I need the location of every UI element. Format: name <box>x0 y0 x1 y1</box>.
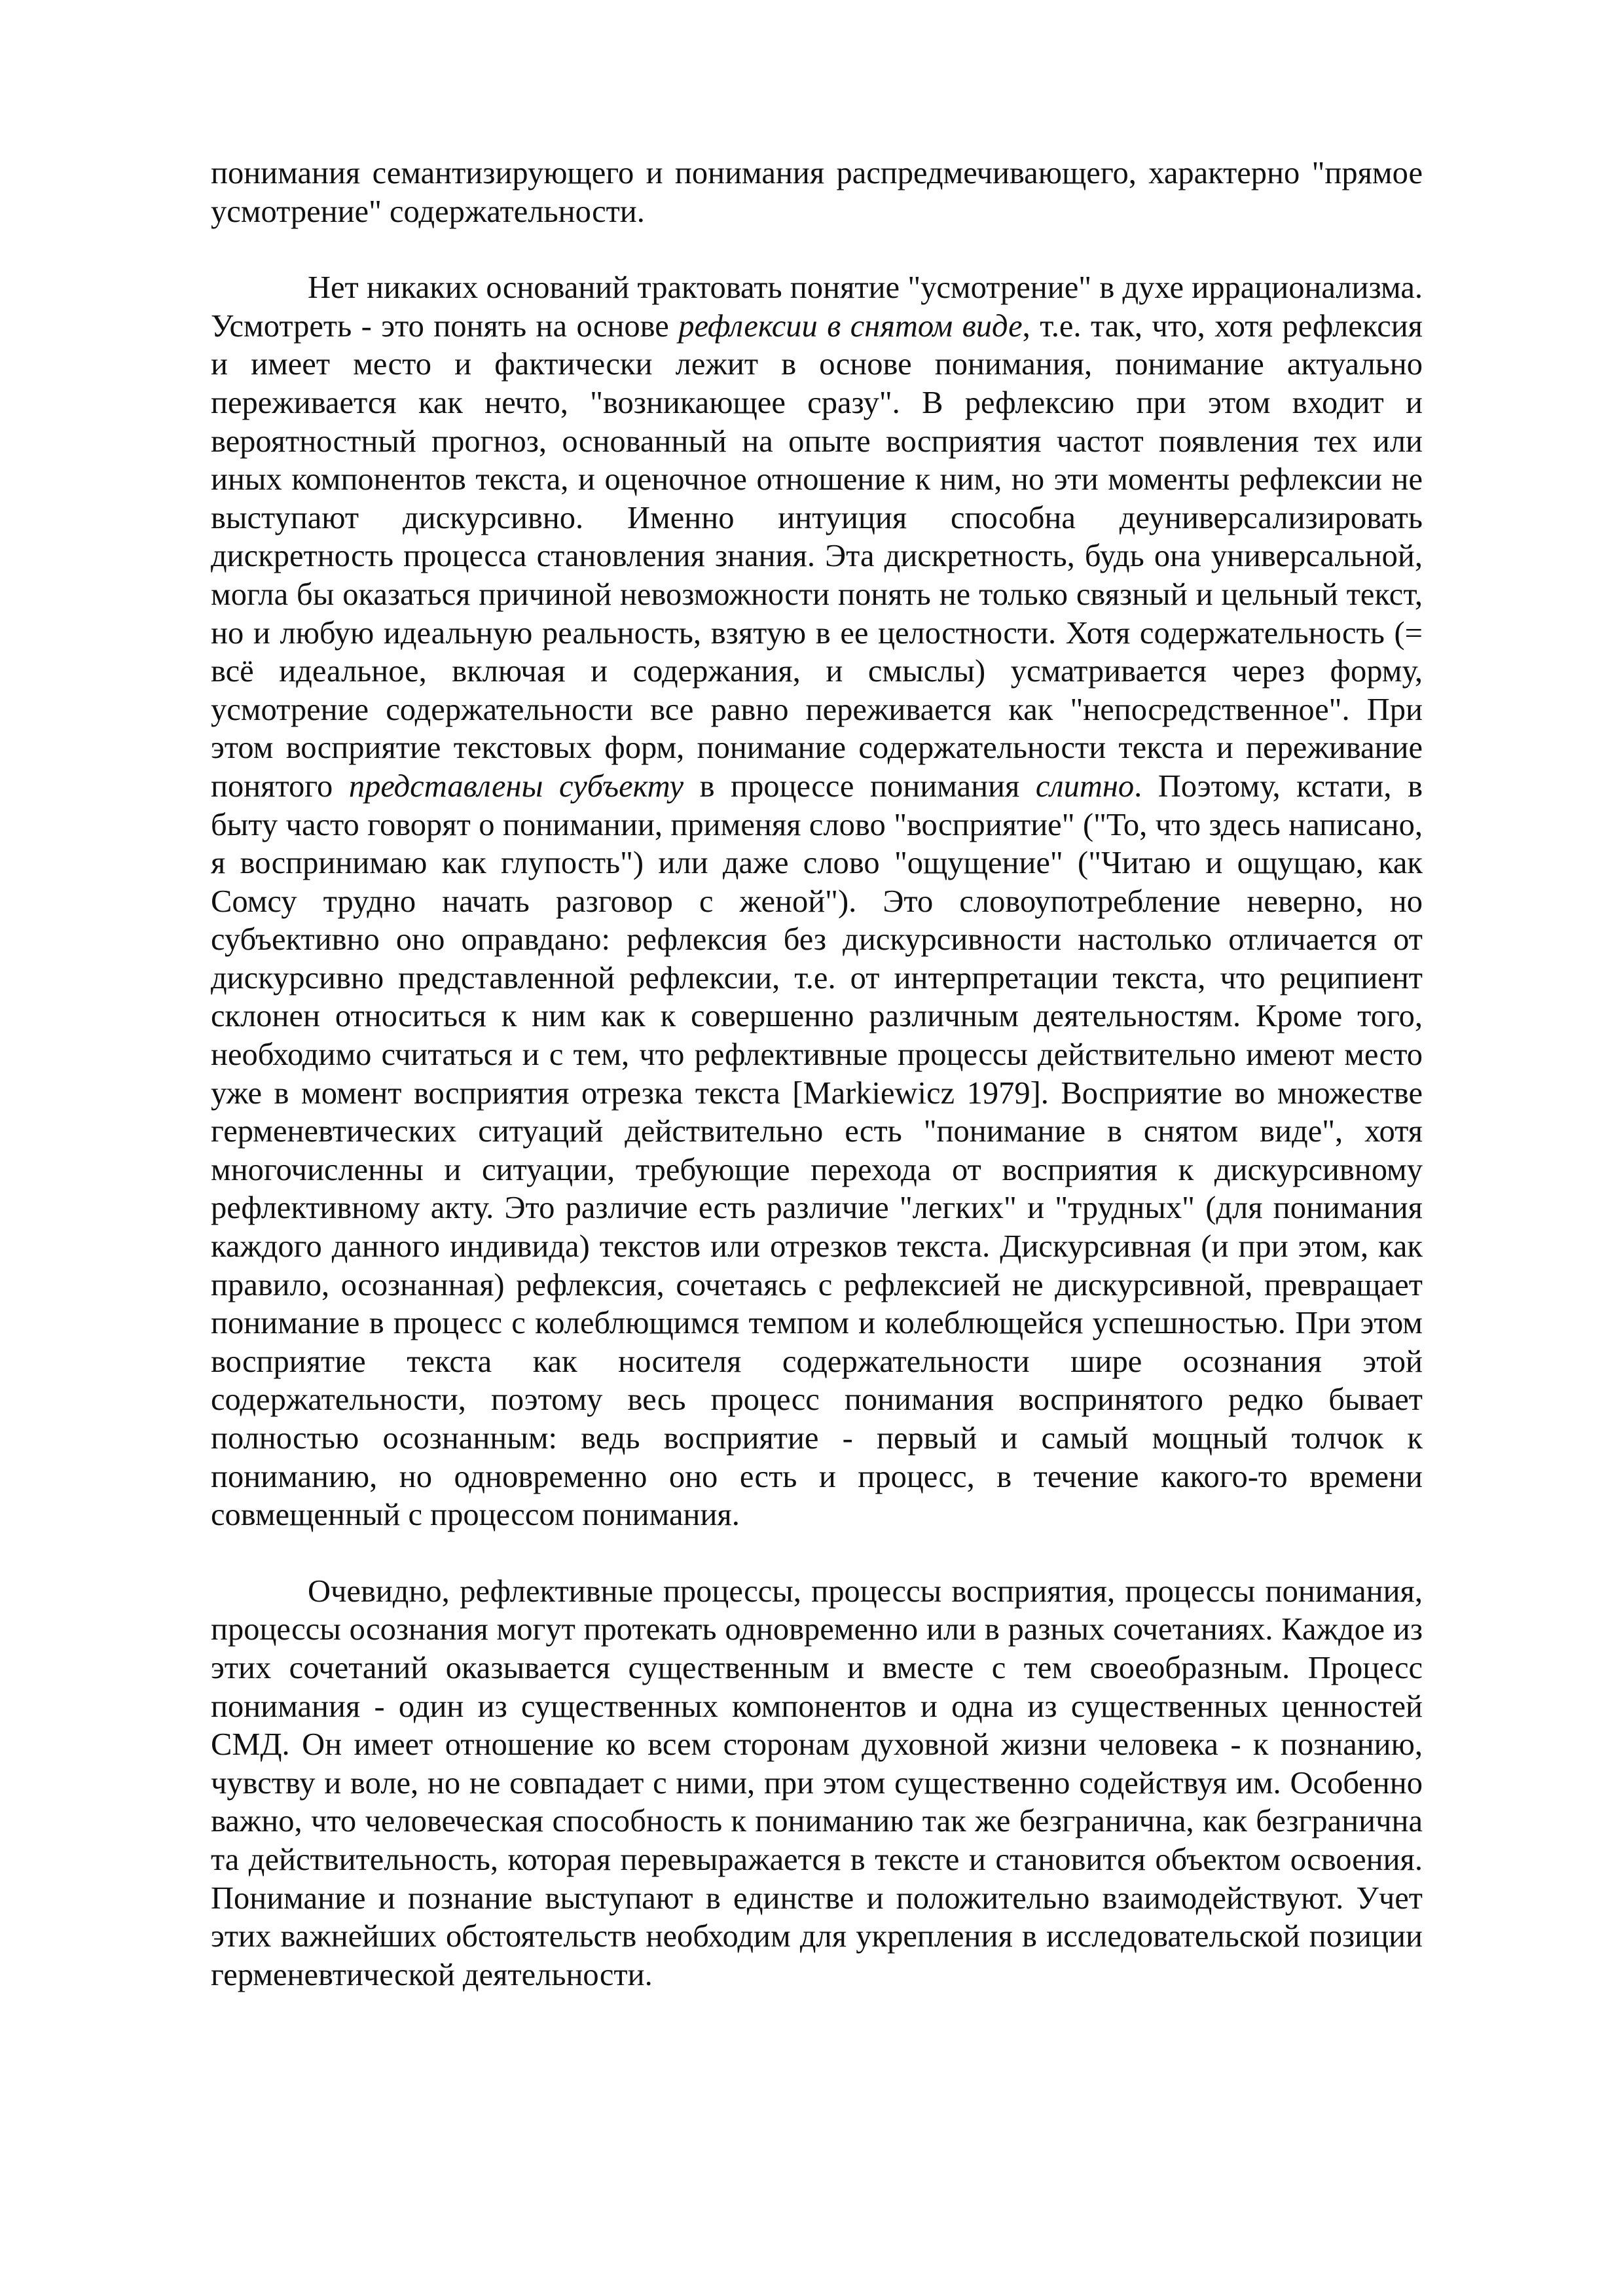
paragraph-2-text-b: , т.е. так, что, хотя рефлексия и имеет место и фактически лежит в основе понимания, понимание актуально переживается как нечто, "возникающее сразу". В рефлексию при этом входит и вероятностный прогноз, основанный на опыте восприятия частот появления тех или иных компонентов текста, и оценочное отношение к ним, но эти моменты рефлексии не выступают дискурсивно. Именно интуиция способна деуниверсализировать дискретность процесса становления знания. Эта дискретность, будь она универсальной, могла бы оказаться причиной невозможности понять не только связный и цельный текст, но и любую идеальную реальность, взятую в ее целостности. Хотя содержательность (= всё идеальное, включая и содержания, и смыслы) усматривается через форму, усмотрение содержательности все равно переживается как "непосредственное". При этом восприятие текстовых форм, понимание содержательности текста и переживание понятого <box>211 308 1423 804</box>
italic-term-fused: слитно <box>1035 768 1135 804</box>
paragraph-2 <box>211 269 1423 1535</box>
italic-term-presented-to-subject: представлены субъекту <box>348 768 684 804</box>
paragraph-2-text-d: . Поэтому, кстати, в быту часто говорят о понимании, применяя слово "восприятие" ("То, что здесь написано, я воспринимаю как глупость") или даже слово "ощущение" ("Читаю и ощущаю, как Сомсу трудно начать разговор с женой"). Это словоупотребление неверно, но субъективно оно оправдано: рефлексия без дискурсивности настолько отличается от дискурсивно представленной рефлексии, т.е. от интерпретации текста, что реципиент склонен относиться к ним как к совершенно различным деятельностям. Кроме того, необходимо считаться и с тем, что рефлективные процессы действительно имеют место уже в момент восприятия отрезка текста [Markiewicz 1979]. Восприятие во множестве герменевтических ситуаций действительно есть "понимание в снятом виде", хотя многочисленны и ситуации, требующие перехода от восприятия к дискурсивному рефлективному акту. Это различие есть различие "легких" и "трудных" (для понимания каждого данного индивида) текстов или отрезков текста. Дискурсивная (и при этом, как правило, осознанная) рефлексия, сочетаясь с рефлексией не дискурсивной, превращает понимание в процесс с колеблющимся темпом и колеблющейся успешностью. При этом восприятие текста как носителя содержательности шире осознания этой содержательности, поэтому весь процесс понимания воспринятого редко бывает полностью осознанным: ведь восприятие - первый и самый мощный толчок к пониманию, но одновременно оно есть и процесс, в течение какого-то времени совмещенный с процессом понимания. <box>211 768 1423 1533</box>
paragraph-2-text-a: Нет никаких оснований трактовать понятие "усмотрение" в духе иррационализма. Усмотреть - это понять на основе <box>211 270 1423 344</box>
italic-term-reflection-removed: рефлексии в снятом виде <box>678 308 1023 344</box>
paragraph-1-text: понимания семантизирующего и понимания распредмечивающего, характерно "прямое усмотрение" содержательности. <box>211 156 1423 229</box>
document-page <box>211 154 1423 1994</box>
paragraph-3-text: Очевидно, рефлективные процессы, процессы восприятия, процессы понимания, процессы осознания могут протекать одновременно или в разных сочетаниях. Каждое из этих сочетаний оказывается существенным и вместе с тем своеобразным. Процесс понимания - один из существенных компонентов и одна из существенных ценностей СМД. Он имеет отношение ко всем сторонам духовной жизни человека - к познанию, чувству и воле, но не совпадает с ними, при этом существенно содействуя им. Особенно важно, что человеческая способность к пониманию так же безгранична, как безгранична та действительность, которая перевыражается в тексте и становится объектом освоения. Понимание и познание выступают в единстве и положительно взаимодействуют. Учет этих важнейших обстоятельств необходим для укрепления в исследовательской позиции герменевтической деятельности. <box>211 1573 1423 1992</box>
paragraph-1 <box>211 154 1423 231</box>
paragraph-3 <box>211 1573 1423 1995</box>
paragraph-2-text-c: в процессе понимания <box>684 768 1036 804</box>
